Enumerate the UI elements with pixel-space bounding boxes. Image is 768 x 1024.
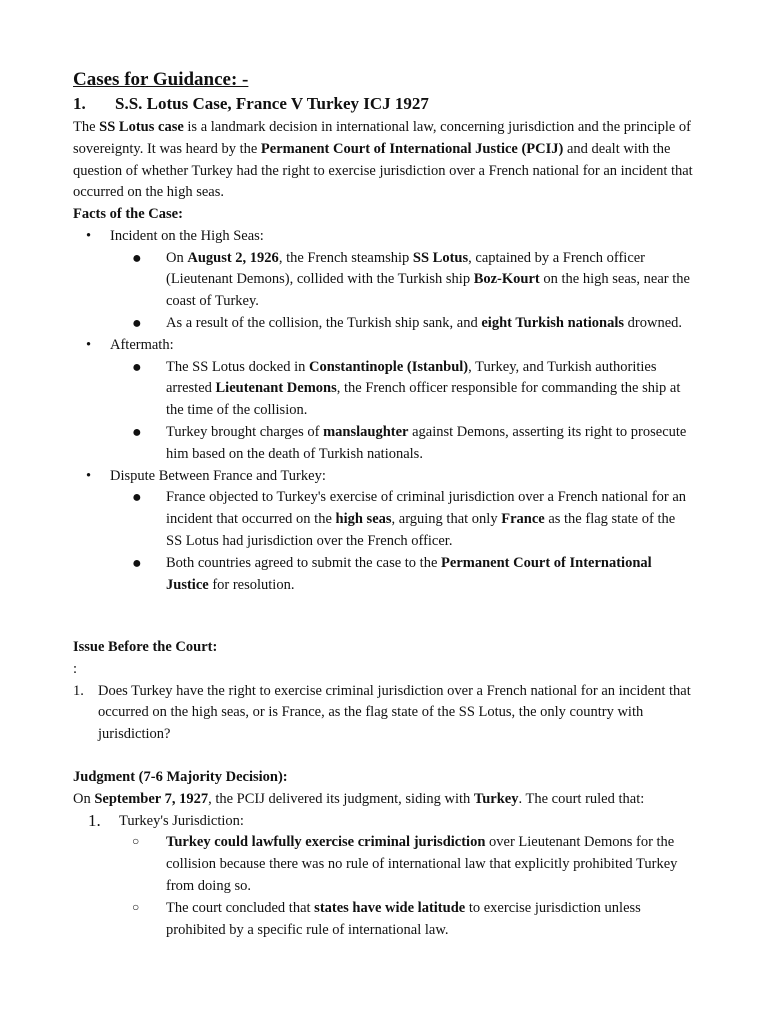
item-bold: manslaughter — [323, 423, 409, 440]
item-text: Does Turkey have the right to exercise criminal jurisdiction over a French national for an incident that occurred on the high seas, or is France, as the flag state of the SS Lotus, the only country with jurisdiction? — [98, 682, 691, 743]
bullet-icon: ● — [132, 489, 142, 507]
item-bold: SS Lotus — [412, 249, 469, 266]
bullet-icon: • — [86, 467, 92, 484]
item-text: to exercise jurisdiction unless prohibited by a specific rule of international law. — [166, 899, 641, 938]
judgment-intro — [73, 789, 693, 811]
bullet-icon: ● — [132, 554, 142, 572]
facts-heading: Facts of the Case: — [73, 206, 183, 222]
case-heading-text: S.S. Lotus Case, France V Turkey ICJ 1927 — [115, 94, 429, 113]
item-text: On — [73, 790, 95, 807]
item-text: . The court ruled that: — [518, 790, 645, 807]
list-item — [73, 335, 693, 357]
sub-list-item — [73, 357, 693, 422]
item-bold: eight Turkish nationals — [481, 314, 625, 331]
intro-bold: Permanent Court of International Justice (PCIJ) — [260, 140, 564, 157]
sub-list-item — [73, 898, 693, 942]
intro-text: and dealt with the question of whether Turkey had the right to exercise jurisdiction over a French national for an incident that occurred on the high seas. — [73, 140, 693, 201]
sub-list-item — [73, 248, 693, 313]
item-bold: Turkey could lawfully exercise criminal jurisdiction — [166, 834, 486, 851]
item-text: , the PCIJ delivered its judgment, siding with — [208, 790, 474, 807]
item-bold: high seas — [335, 511, 392, 528]
list-number: 1. — [88, 810, 101, 830]
item-text: Both countries agreed to submit the case to the — [166, 554, 442, 571]
intro-paragraph — [73, 117, 693, 204]
sub-list-item — [73, 553, 693, 597]
item-text: , arguing that only — [391, 511, 502, 528]
item-text: , Turkey, and Turkish authorities arrested — [166, 358, 657, 397]
item-text: against Demons, asserting its right to prosecute him based on the death of Turkish nationals. — [166, 423, 687, 462]
item-text: on the high seas, near the coast of Turkey. — [166, 271, 690, 310]
item-text: as the flag state of the SS Lotus had jurisdiction over the French officer. — [166, 511, 676, 549]
item-bold: Permanent Court of International Justice — [166, 554, 652, 593]
item-bold: Constantinople (Istanbul) — [308, 358, 469, 375]
sub-list-item — [73, 313, 693, 335]
judgment-section — [73, 767, 693, 941]
list-item — [73, 681, 693, 746]
item-text: drowned. — [624, 314, 683, 331]
bullet-icon: ● — [132, 314, 142, 332]
list-item — [73, 466, 693, 488]
item-text: As a result of the collision, the Turkish ship sank, and — [166, 314, 482, 331]
bullet-icon: • — [86, 336, 92, 353]
item-text: , captained by a French officer (Lieutenant Demons), collided with the Turkish ship — [166, 249, 646, 288]
item-text: Turkey brought charges of — [166, 423, 324, 440]
intro-text: The — [73, 119, 100, 135]
item-text: over Lieutenant Demons for the collision because there was no rule of international law that explicitly prohibited Turkey from doing so. — [166, 834, 678, 894]
sub-list-item — [73, 422, 693, 466]
bullet-icon: • — [86, 227, 92, 244]
bullet-icon: ● — [132, 423, 142, 441]
item-text: , the French steamship — [278, 249, 413, 266]
item-text: The SS Lotus docked in — [166, 358, 309, 375]
item-bold: France — [501, 511, 545, 528]
list-item-label: Dispute Between France and Turkey: — [110, 467, 326, 484]
item-bold: Turkey — [473, 790, 519, 807]
judgment-heading: Judgment (7-6 Majority Decision): — [73, 769, 288, 785]
item-text: , the French officer responsible for commanding the ship at the time of the collision. — [166, 380, 681, 419]
item-text: for resolution. — [208, 576, 295, 593]
list-item-label: Aftermath: — [110, 336, 174, 353]
item-text: France objected to Turkey's exercise of criminal jurisdiction over a French national for an incident that occurred on the — [166, 489, 687, 528]
item-bold: Boz-Kourt — [473, 271, 540, 288]
facts-section — [73, 204, 693, 596]
case-heading — [73, 93, 429, 115]
list-item — [73, 226, 693, 248]
item-text: The court concluded that — [166, 899, 315, 916]
circle-bullet-icon: ○ — [132, 899, 140, 914]
bullet-icon: ● — [132, 358, 142, 376]
case-number: 1. — [73, 94, 86, 113]
list-item-label: Turkey's Jurisdiction: — [119, 812, 244, 829]
issue-heading: Issue Before the Court: — [73, 639, 218, 655]
sub-list-item — [73, 832, 693, 897]
sub-list-item — [73, 487, 693, 552]
issue-section — [73, 637, 693, 746]
item-bold: August 2, 1926 — [187, 249, 279, 266]
issue-colon: : — [73, 660, 78, 677]
item-text: On — [166, 249, 188, 266]
item-bold: September 7, 1927 — [94, 790, 209, 807]
list-item-label: Incident on the High Seas: — [110, 227, 264, 244]
list-number: 1. — [73, 682, 84, 699]
bullet-icon: ● — [132, 249, 142, 267]
list-item — [73, 811, 693, 833]
page-title: Cases for Guidance: - — [73, 69, 249, 90]
item-bold: states have wide latitude — [314, 899, 466, 916]
item-bold: Lieutenant Demons — [215, 380, 337, 397]
intro-text: is a landmark decision in international law, concerning jurisdiction and the principle of sovereignty. It was heard by the — [73, 119, 691, 157]
intro-bold: SS Lotus case — [99, 119, 184, 135]
circle-bullet-icon: ○ — [132, 834, 140, 849]
